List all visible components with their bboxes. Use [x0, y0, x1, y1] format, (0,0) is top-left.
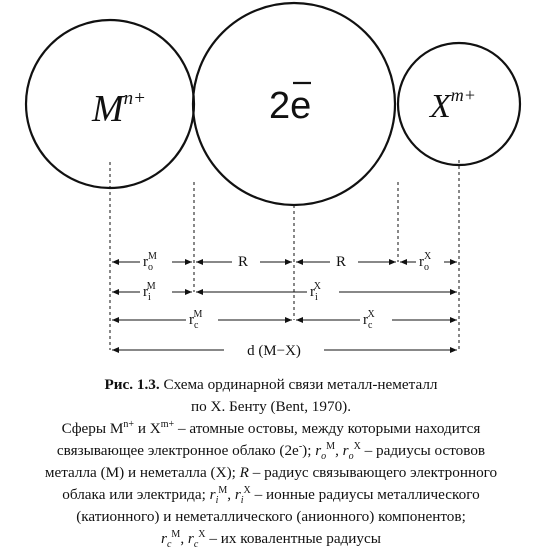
label-r-left: R — [238, 254, 249, 270]
caption-line-6: облака или электрида; $r_i^M$, $r_i^X$ – ионные радиусы металлического — [62, 484, 480, 507]
metal-core-label: $M^{n+}$ — [92, 88, 146, 130]
caption-line-5: металла (M) и неметалла (X); R – радиус связывающего электронного — [44, 464, 498, 481]
nonmetal-core-label: $X^{m+}$ — [430, 85, 476, 125]
caption-title-text: Схема ординарной связи металл-неметалл — [159, 376, 438, 393]
label-rc-metal: $r_cM$ — [189, 309, 203, 331]
caption-line-8: $r_c^M$, $r_c^X$ – их ковалентные радиусы — [161, 528, 381, 551]
label-ro-nonmetal: $r_oX$ — [419, 251, 432, 273]
dimension-arrows — [112, 259, 457, 353]
label-r-right: R — [336, 254, 347, 270]
caption-title-line-2: по Х. Бенту (Bent, 1970). — [190, 398, 352, 415]
caption-line-7: (катионного) и неметаллического (анионного) компонентов; — [76, 508, 466, 525]
caption-title-line-1 — [0, 374, 542, 396]
caption-line-3: Сферы $М^{n+}$ и $X^{m+}$ – атомные остовы, между которыми находится — [61, 418, 481, 437]
figure-label: Рис. 1.3. — [104, 376, 160, 393]
label-ri-nonmetal: $r_iX$ — [310, 281, 322, 303]
label-distance: d (M−X) — [247, 343, 301, 359]
caption-line-4: связывающее электронное облако (2e-); $r_o^M$, $r_o^X$ – радиусы остовов — [56, 440, 486, 463]
electron-cloud-label: 2e — [269, 85, 312, 127]
label-ri-metal: $r_iM$ — [143, 281, 156, 303]
label-rc-nonmetal: $r_cX$ — [363, 309, 375, 331]
label-ro-metal: $r_oM$ — [143, 251, 157, 273]
figure-caption — [0, 374, 542, 550]
